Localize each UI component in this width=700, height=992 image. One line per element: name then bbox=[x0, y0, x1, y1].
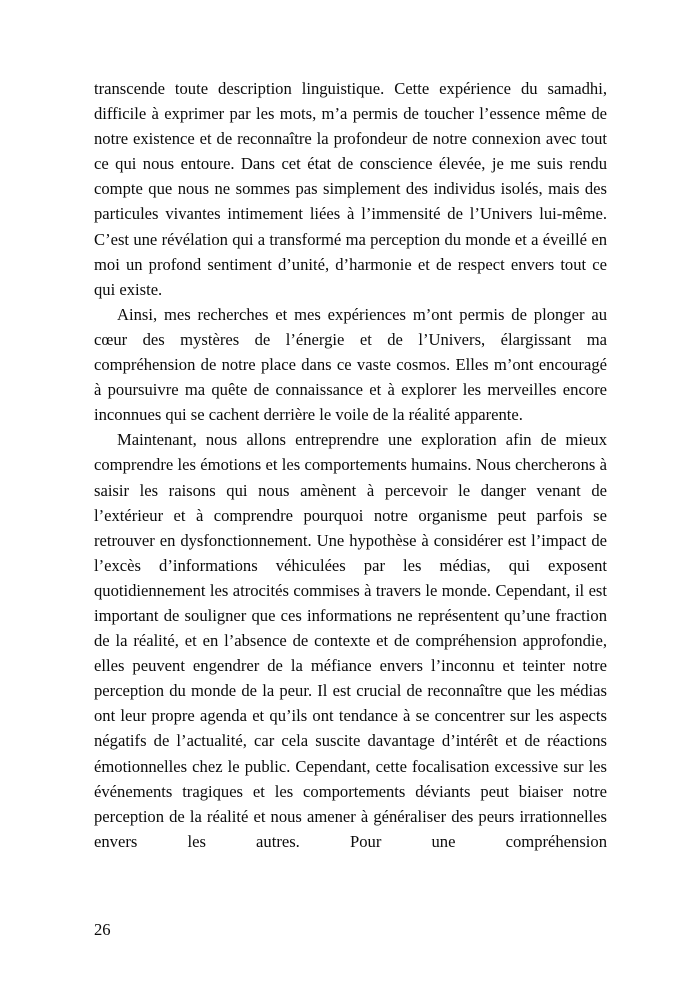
body-paragraph: transcende toute description linguistique. Cette expérience du samadhi, difficile à exprimer par les mots, m’a permis de toucher l’essence même de notre existence et de reconnaître la profondeur de notre connexion avec tout ce qui nous entoure. Dans cet état de conscience élevée, je me suis rendu compte que nous ne sommes pas simplement des individus isolés, mais des particules vivantes intimement liées à l’immensité de l’Univers lui-même. C’est une révélation qui a transformé ma perception du monde et a éveillé en moi un profond sentiment d’unité, d’harmonie et de respect envers tout ce qui existe. bbox=[94, 79, 607, 299]
page-number: 26 bbox=[94, 920, 111, 939]
page-text-body bbox=[94, 76, 607, 854]
body-paragraph: Maintenant, nous allons entreprendre une exploration afin de mieux comprendre les émotions et les comportements humains. Nous chercherons à saisir les raisons qui nous amènent à percevoir le danger venant de l’extérieur et à comprendre pourquoi notre organisme peut parfois se retrouver en dysfonctionnement. Une hypothèse à considérer est l’impact de l’excès d’informations véhiculées par les médias, qui exposent quotidiennement les atrocités commises à travers le monde. Cependant, il est important de souligner que ces informations ne représentent qu’une fraction de la réalité, et en l’absence de contexte et de compréhension approfondie, elles peuvent engendrer de la méfiance envers l’inconnu et teinter notre perception du monde de la peur. Il est crucial de reconnaître que les médias ont leur propre agenda et qu’ils ont tendance à se concentrer sur les aspects négatifs de l’actualité, car cela suscite davantage d’intérêt et de réactions émotionnelles chez le public. Cependant, cette focalisation excessive sur les événements tragiques et les comportements déviants peut biaiser notre perception de la réalité et nous amener à généraliser des peurs irrationnelles envers les autres. Pour une compréhension bbox=[94, 430, 607, 851]
body-paragraph: Ainsi, mes recherches et mes expériences m’ont permis de plonger au cœur des mystères de l’énergie et de l’Univers, élargissant ma compréhension de notre place dans ce vaste cosmos. Elles m’ont encouragé à poursuivre ma quête de connaissance et à explorer les merveilles encore inconnues qui se cachent derrière le voile de la réalité apparente. bbox=[94, 304, 607, 425]
